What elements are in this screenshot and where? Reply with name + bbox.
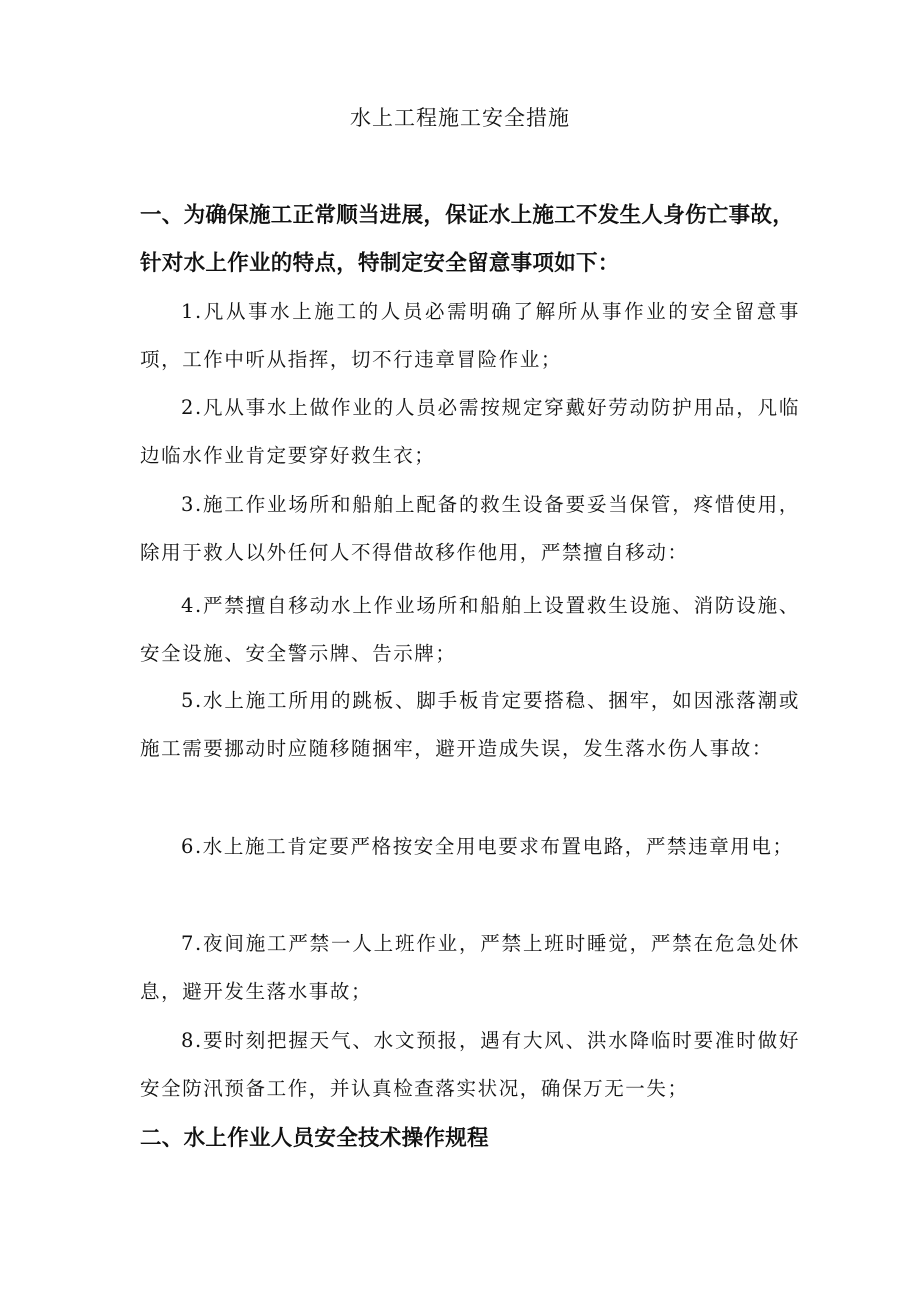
document-title: 水上工程施工安全措施 bbox=[350, 106, 570, 130]
safety-item-8: 8.要时刻把握天气、水文预报，遇有大风、洪水降临时要准时做好安全防汛预备工作，并认真检查落实状况，确保万无一失； bbox=[140, 1029, 800, 1100]
safety-item-3: 3.施工作业场所和船舶上配备的救生设备要妥当保管，疼惜使用，除用于救人以外任何人不得借故移作他用，严禁擅自移动： bbox=[140, 493, 800, 564]
section-1-heading: 一、为确保施工正常顺当进展，保证水上施工不发生人身伤亡事故，针对水上作业的特点，特制定安全留意事项如下： bbox=[140, 203, 795, 276]
safety-item-4: 4.严禁擅自移动水上作业场所和船舶上设置救生设施、消防设施、安全设施、安全警示牌、告示牌； bbox=[140, 594, 800, 665]
section-2-heading: 二、水上作业人员安全技术操作规程 bbox=[140, 1126, 489, 1151]
safety-item-1: 1.凡从事水上施工的人员必需明确了解所从事作业的安全留意事项，工作中听从指挥，切不行违章冒险作业； bbox=[140, 300, 800, 371]
safety-item-5: 5.水上施工所用的跳板、脚手板肯定要搭稳、捆牢，如因涨落潮或施工需要挪动时应随移随捆牢，避开造成失误，发生落水伤人事故： bbox=[140, 689, 800, 760]
safety-item-6: 6.水上施工肯定要严格按安全用电要求布置电路，严禁违章用电； bbox=[181, 835, 794, 858]
safety-item-7: 7.夜间施工严禁一人上班作业，严禁上班时睡觉，严禁在危急处休息，避开发生落水事故； bbox=[140, 932, 800, 1003]
safety-item-2: 2.凡从事水上做作业的人员必需按规定穿戴好劳动防护用品，凡临边临水作业肯定要穿好救生衣； bbox=[140, 396, 800, 467]
